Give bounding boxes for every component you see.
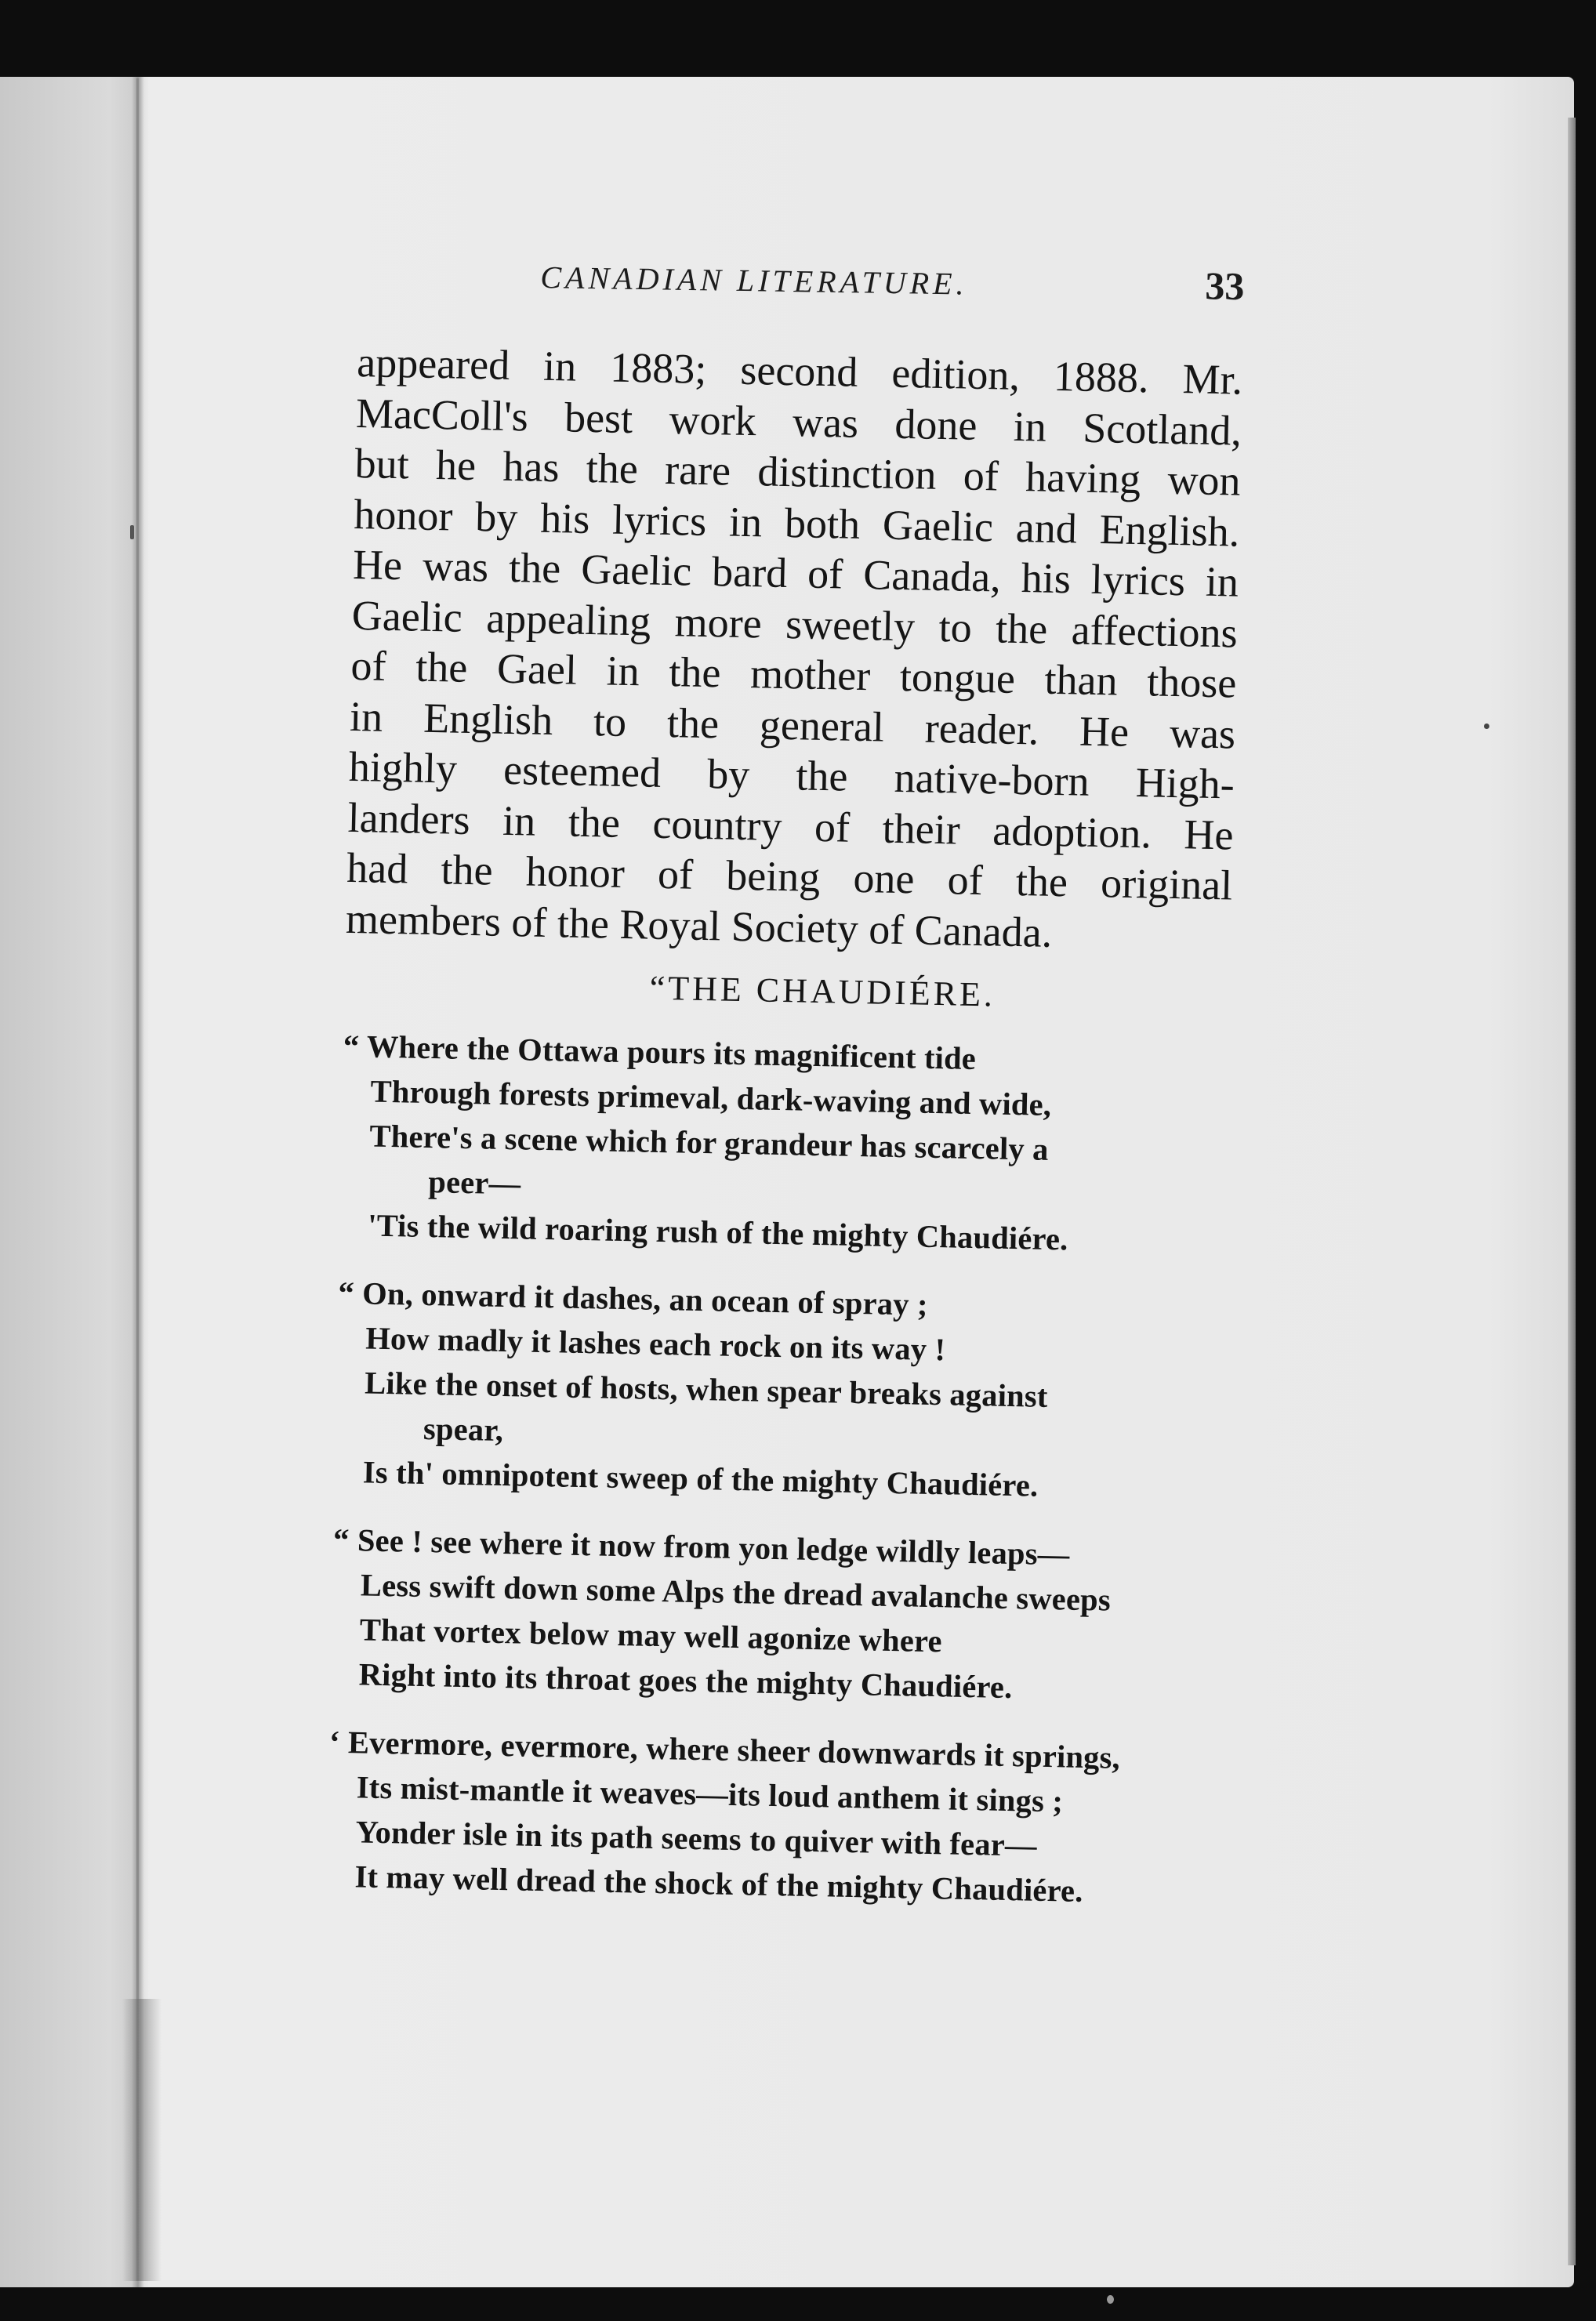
page-body <box>325 337 1242 1939</box>
dust-speck <box>1107 2295 1114 2304</box>
poem-line: spear, <box>423 1410 504 1449</box>
binding-spine-line <box>136 78 139 2281</box>
poem-line: Through forests primeval, dark-waving and wide, <box>370 1073 1052 1122</box>
prose-line: had the honor of being one of the original <box>346 843 1233 909</box>
dust-speck <box>130 525 134 539</box>
prose-line: appeared in 1883; second edition, 1888. Mr. <box>356 338 1243 404</box>
poem-line: “ On, onward it dashes, an ocean of spray ; <box>338 1275 929 1322</box>
prose-paragraph <box>345 337 1242 962</box>
poem-stanza <box>334 1271 1224 1512</box>
poem-title: “THE CHAUDIÉRE. <box>649 968 996 1014</box>
page-right-edge <box>1568 118 1576 2265</box>
prose-line: highly esteemed by the native-born High- <box>348 742 1235 808</box>
poem-stanza <box>326 1720 1215 1917</box>
poem-line: It may well dread the shock of the mighty Chaudiére. <box>354 1859 1084 1909</box>
poem-stanza <box>339 1024 1229 1265</box>
poem-line: Like the onset of hosts, when spear breaks against <box>364 1365 1048 1414</box>
prose-line: but he has the rare distinction of having won <box>354 439 1242 505</box>
prose-line: honor by his lyrics in both Gaelic and English. <box>353 490 1240 556</box>
page-header <box>540 249 1262 323</box>
poem-line: Is th' omnipotent sweep of the mighty Chaudiére. <box>362 1454 1039 1503</box>
page-gutter <box>0 77 149 2287</box>
poem-stanza <box>330 1518 1219 1714</box>
page-number: 33 <box>1204 263 1245 309</box>
poem-line: How madly it lashes each rock on its way ! <box>365 1320 946 1368</box>
poem-line: Its mist-mantle it weaves—its loud anthem it sings ; <box>356 1769 1064 1819</box>
prose-line: of the Gael in the mother tongue than those <box>350 641 1237 707</box>
poem-line: peer— <box>427 1164 521 1202</box>
poem-line: Right into its throat goes the mighty Chaudiére. <box>358 1656 1013 1706</box>
poem-line: “ Where the Ottawa pours its magnificent tide <box>343 1028 977 1077</box>
poem-line: 'Tis the wild roaring rush of the mighty Chaudiére. <box>367 1207 1068 1257</box>
binding-shadow <box>122 1999 161 2281</box>
poem-line: That vortex below may well agonize where <box>359 1612 943 1659</box>
poem-line: Yonder isle in its path seems to quiver with fear— <box>355 1814 1038 1863</box>
dust-speck <box>1484 723 1489 729</box>
scan-bottom-margin <box>0 2287 1596 2321</box>
prose-line: He was the Gaelic bard of Canada, his lyrics in <box>352 540 1239 606</box>
poem-line: ‘ Evermore, evermore, where sheer downwards it springs, <box>328 1724 1121 1775</box>
poem-line: There's a scene which for grandeur has scarcely a <box>369 1118 1050 1167</box>
prose-line: members of the Royal Society of Canada. <box>345 894 1053 956</box>
poem-line: “ See ! see where it now from yon ledge wildly leaps— <box>332 1521 1070 1572</box>
running-title: CANADIAN LITERATURE. <box>540 259 968 302</box>
prose-line: landers in the country of their adoption. He <box>347 793 1235 859</box>
poem-line: Less swift down some Alps the dread avalanche sweeps <box>360 1567 1112 1618</box>
prose-line: in English to the general reader. He was <box>349 692 1236 758</box>
prose-line: Gaelic appealing more sweetly to the affections <box>351 591 1239 657</box>
prose-line: MacColl's best work was done in Scotland, <box>355 389 1242 455</box>
